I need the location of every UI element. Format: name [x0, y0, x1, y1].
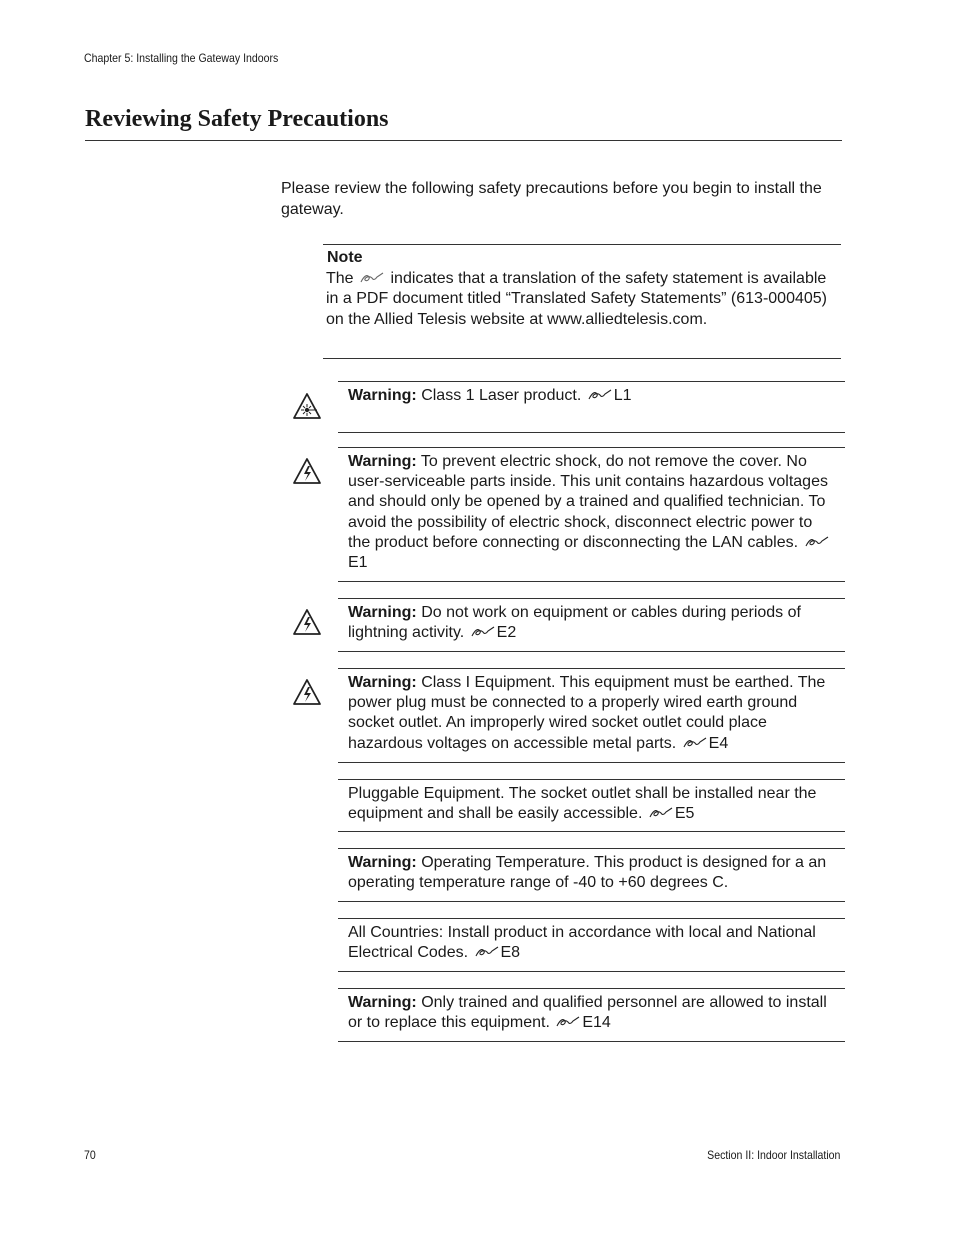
translation-code: E8 — [500, 944, 521, 962]
note-after-icon: indicates that a translation of the safety statement is available in a PDF document titled “Translated Safety Statements” (613-000405) on the Allied Telesis website at www.alliedtelesis.com. — [326, 270, 827, 328]
warning-block — [338, 848, 845, 902]
translation-code: E1 — [348, 554, 368, 572]
intro-paragraph: Please review the following safety precautions before you begin to install the gateway. — [281, 180, 822, 218]
warning-block — [338, 988, 845, 1042]
page-title: Reviewing Safety Precautions — [85, 106, 389, 132]
warning-block — [338, 381, 845, 433]
electric-shock-warning-icon — [292, 608, 322, 636]
caution-block — [338, 918, 845, 972]
warning-block — [338, 598, 845, 652]
caution-block — [338, 779, 845, 832]
warning-label: Warning: — [348, 453, 417, 470]
translation-pen-icon — [588, 389, 612, 401]
translation-pen-icon — [360, 272, 384, 284]
warning-text: Warning: To prevent electric shock, do not remove the cover. No user-serviceable parts inside. This unit contains hazardous voltages and should only be opened by a trained and qualified technician. To avoid the possibility of electric shock, disconnect electric power to the product before connecting or disconnecting the LAN cables. E1 — [348, 453, 828, 572]
translation-pen-icon — [556, 1016, 580, 1028]
warning-block — [338, 447, 845, 582]
translation-pen-icon — [649, 807, 673, 819]
translation-code: L1 — [613, 387, 632, 404]
translation-pen-icon — [683, 737, 707, 749]
laser-warning-icon — [292, 392, 322, 420]
warning-label: Warning: — [348, 994, 417, 1011]
warning-label: Warning: — [348, 604, 417, 621]
translation-code: E2 — [496, 624, 517, 642]
running-head: Chapter 5: Installing the Gateway Indoors — [84, 51, 279, 65]
caution-text: Pluggable Equipment. The socket outlet shall be installed near the equipment and shall be easily accessible. E5 — [348, 785, 817, 823]
section-footer: Section II: Indoor Installation — [706, 1148, 840, 1162]
warning-text: Warning: Class 1 Laser product. L1 — [348, 387, 632, 404]
electric-shock-warning-icon — [292, 457, 322, 485]
translation-pen-icon — [471, 626, 495, 638]
warning-label: Warning: — [348, 387, 417, 404]
warning-label: Warning: — [348, 674, 417, 691]
note-label: Note — [327, 249, 363, 266]
translation-code: E4 — [708, 734, 729, 752]
warning-text: Warning: Only trained and qualified personnel are allowed to install or to replace this equipment. E14 — [348, 994, 827, 1032]
warning-text: Warning: Class I Equipment. This equipment must be earthed. The power plug must be connected to a properly wired earth ground socket outlet. An improperly wired socket outlet could place hazardous voltages on accessible metal parts. E4 — [348, 674, 826, 752]
note-body — [326, 269, 838, 330]
note-box — [323, 244, 841, 359]
warning-text: Warning: Do not work on equipment or cables during periods of lightning activity. E2 — [348, 604, 801, 642]
translation-pen-icon — [805, 536, 829, 548]
warning-block — [338, 668, 845, 763]
translation-pen-icon — [475, 946, 499, 958]
warning-text: Warning: Operating Temperature. This product is designed for a an operating temperature range of -40 to +60 degrees C. — [348, 854, 827, 892]
warning-label: Warning: — [348, 854, 417, 871]
translation-code: E5 — [674, 805, 695, 823]
translation-code: E14 — [582, 1014, 611, 1032]
note-before-icon: The — [326, 270, 354, 287]
electric-shock-warning-icon — [292, 678, 322, 706]
caution-text: All Countries: Install product in accordance with local and National Electrical Codes. E8 — [348, 924, 816, 962]
title-rule — [85, 140, 842, 141]
page-number: 70 — [84, 1148, 96, 1162]
